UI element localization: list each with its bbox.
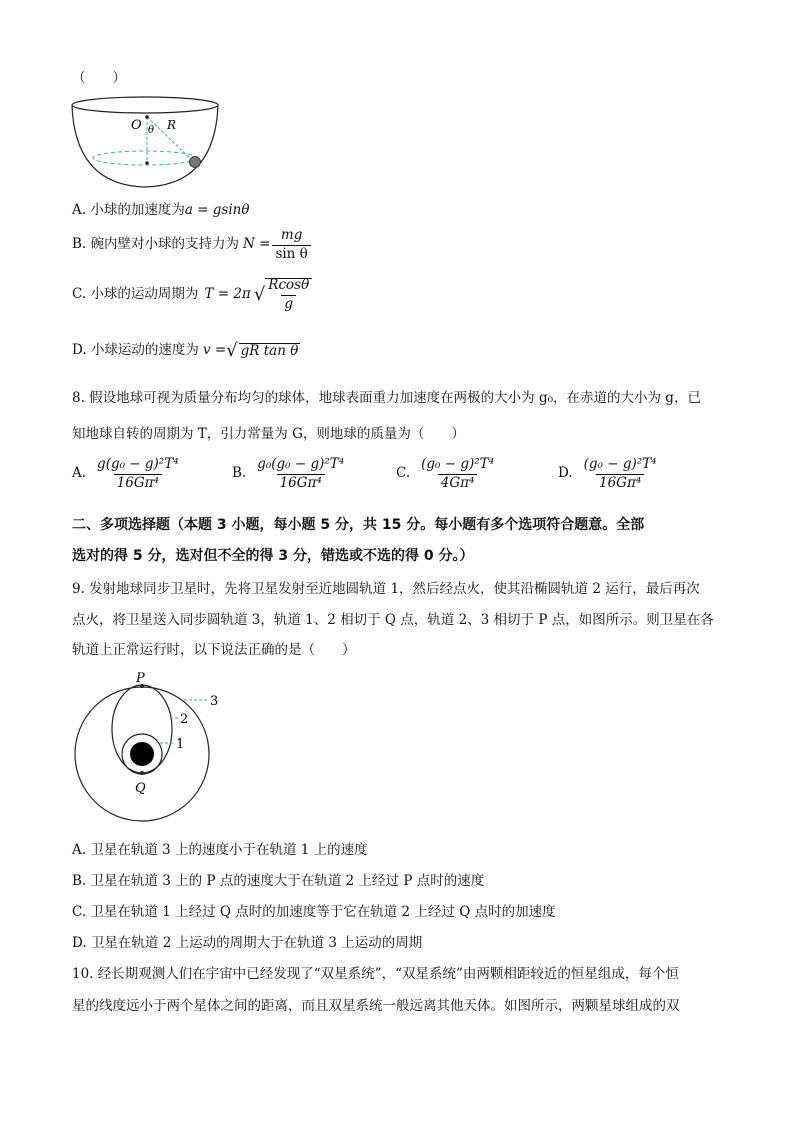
q8-option-c: C. $\frac{\text{(g₀ − g)²T⁴}}{\text{4Gπ⁴}}$ bbox=[396, 456, 495, 491]
q9-option-b: B. 卫星在轨道 3 上的 P 点的速度大于在轨道 2 上经过 P 点时的速度 bbox=[72, 873, 485, 889]
label-orbit-1: 1 bbox=[176, 737, 185, 752]
q10-stem-line2: 星的线度远小于两个星体之间的距离，而且双星系统一般远离其他天体。如图所示，两颗星球组成的双 bbox=[72, 998, 680, 1014]
q9-option-a: A. 卫星在轨道 3 上的速度小于在轨道 1 上的速度 bbox=[72, 842, 368, 858]
q8-stem-line1: 8. 假设地球可视为质量分布均匀的球体，地球表面重力加速度在两极的大小为 g₀，在赤道的大小为 g，已 bbox=[72, 390, 701, 406]
label-theta: θ bbox=[148, 125, 155, 136]
q10-stem-line1: 10. 经长期观测人们在宇宙中已经发现了“双星系统”，“双星系统”由两颗相距较近的恒星组成，每个恒 bbox=[72, 966, 679, 982]
bowl-figure bbox=[70, 95, 222, 195]
path-center-dot bbox=[145, 161, 149, 165]
q9-option-c: C. 卫星在轨道 1 上经过 Q 点时的加速度等于它在轨道 2 上经过 Q 点时的加速度 bbox=[72, 904, 556, 920]
point-Q bbox=[140, 771, 144, 775]
center-dot bbox=[145, 115, 149, 119]
q7-option-b: B. 碗内壁对小球的支持力为 N = $\frac{mg}{\text{sin θ}}$ bbox=[72, 229, 313, 261]
earth bbox=[130, 742, 154, 766]
q8-option-d: D. $\frac{\text{(g₀ − g)²T⁴}}{\text{16Gπ⁴}}$ bbox=[558, 456, 657, 491]
label-Q: Q bbox=[135, 781, 146, 796]
section2-heading-line1: 二、多项选择题（本题 3 小题，每小题 5 分，共 15 分。每小题有多个选项符合题意。全部 bbox=[72, 517, 645, 533]
q7-answer-paren: （ ） bbox=[72, 70, 126, 86]
label-orbit-3: 3 bbox=[210, 694, 219, 709]
q8-option-a: A. $\frac{\text{g(g₀ − g)²T⁴}}{\text{16Gπ⁴}}$ bbox=[72, 456, 179, 491]
q7-option-c: C. 小球的运动周期为 T = 2π √ $\frac{Rcos\theta}{g}$ bbox=[72, 278, 314, 311]
bowl-body bbox=[72, 105, 218, 187]
q7-option-d: D. 小球运动的速度为 v = √ gR tan θ bbox=[72, 340, 299, 361]
label-R: R bbox=[167, 118, 177, 132]
q9-stem-line3: 轨道上正常运行时，以下说法正确的是（ ） bbox=[72, 642, 356, 658]
q9-option-d: D. 卫星在轨道 2 上运动的周期大于在轨道 3 上运动的周期 bbox=[72, 935, 423, 951]
label-P: P bbox=[136, 671, 145, 686]
label-orbit-2: 2 bbox=[180, 712, 189, 727]
q9-stem-line2: 点火，将卫星送入同步圆轨道 3，轨道 1、2 相切于 Q 点，轨道 2、3 相切于 P 点，如图所示。则卫星在各 bbox=[72, 612, 714, 628]
ball bbox=[190, 157, 201, 168]
circular-path bbox=[93, 151, 197, 165]
bowl-rim bbox=[72, 97, 218, 113]
orbit-figure bbox=[70, 668, 230, 828]
q8-stem-line2: 知地球自转的周期为 T，引力常量为 G，则地球的质量为（ ） bbox=[72, 426, 465, 442]
q9-stem-line1: 9. 发射地球同步卫星时，先将卫星发射至近地圆轨道 1，然后经点火，使其沿椭圆轨道 2 运行，最后再次 bbox=[72, 581, 700, 597]
section2-heading-line2: 选对的得 5 分，选对但不全的得 3 分，错选或不选的得 0 分。） bbox=[72, 548, 474, 564]
q8-option-b: B. $\frac{\text{g₀(g₀ − g)²T⁴}}{\text{16Gπ⁴}}$ bbox=[232, 456, 345, 491]
label-O: O bbox=[131, 118, 142, 133]
q7-option-a: A. 小球的加速度为a = gsinθ bbox=[72, 202, 250, 218]
